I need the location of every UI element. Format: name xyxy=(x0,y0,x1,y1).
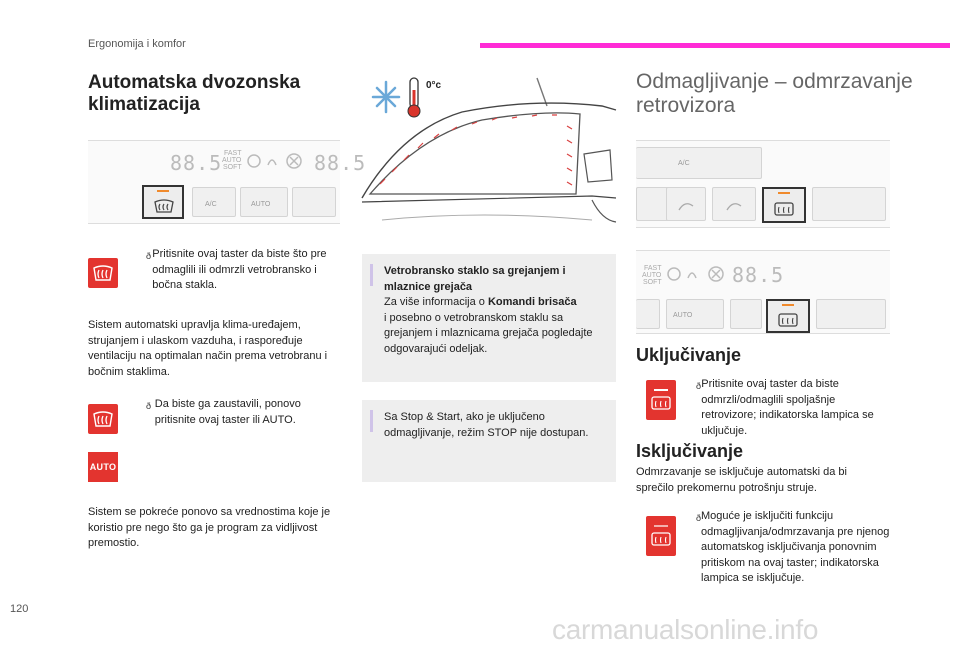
defrost-button-highlight xyxy=(142,185,184,219)
off-heading: Isključivanje xyxy=(636,441,744,461)
indicator-lamp-on xyxy=(654,389,668,391)
note-title: Vetrobransko staklo sa grejanjem i mlaznice grejača xyxy=(384,265,566,293)
right-title: Odmagljivanje – odmrzavanje retrovizora xyxy=(636,70,913,117)
defrost-icon-badge xyxy=(88,258,118,288)
air-flow-icon xyxy=(677,198,695,212)
note-heated-windscreen: Vetrobransko staklo sa grejanjem i mlaznice grejača Za više informacija o Komandi brisača i posebno o vetrobranskom staklu sa grejanjem i mlaznicama grejača pogledajte odgovarajući odeljak. xyxy=(362,254,616,382)
bullet-marker: ð xyxy=(696,513,702,523)
wiper-link-text: Komandi brisača xyxy=(487,296,577,308)
auto-icon-badge: AUTO xyxy=(88,452,118,482)
rear-defrost-icon xyxy=(650,395,672,411)
climate-panel-illustration: 88.5 FAST AUTO SOFT 88.5 A/C AUTO xyxy=(88,140,340,224)
left-paragraph-1: Sistem automatski upravlja klima-uređajem, strujanjem i ulaskom vazduha, i raspoređuje ventilaciju na optimalan način prema vetrobranu i bočnim staklima. xyxy=(88,319,328,378)
mirror-panel-illustration-1: A/C xyxy=(636,140,890,228)
page-number: 120 xyxy=(10,603,29,615)
defrost-icon-badge-2 xyxy=(88,404,118,434)
fan-icon xyxy=(666,263,730,285)
indicator-lamp-off xyxy=(654,525,668,527)
bullet-mirror-on: ð Pritisnite ovaj taster da biste odmrzli/odmaglili spoljašnje retrovizore; indikatorska lampica se uključuje. xyxy=(696,377,890,439)
note-text: i posebno o vetrobranskom staklu sa grejanjem i mlaznicama grejača pogledajte odgovarajući odeljak. xyxy=(384,311,593,355)
note-stop-start xyxy=(362,400,616,482)
on-heading: Uključivanje xyxy=(636,345,742,365)
section-label: Ergonomija i komfor xyxy=(88,38,186,50)
note-stop-start-text: Sa Stop & Start, ako je uključeno odmagljivanje, režim STOP nije dostupan. xyxy=(384,411,589,439)
header-accent-bar xyxy=(480,43,950,48)
panel-display: 88.5 xyxy=(732,263,785,287)
windscreen-illustration xyxy=(362,70,616,242)
mirror-panel-illustration-2: FAST AUTO SOFT 88.5 AUTO xyxy=(636,250,890,334)
air-flow-icon xyxy=(725,198,743,212)
bullet-mirror-off: ð Moguće je isključiti funkciju odmagljivanja/odmrzavanja pre njenog automatskog isključivanja ponovnim pritiskom na ovaj taster; indikatorska lampica se isključuje. xyxy=(696,509,890,587)
mirror-defrost-button-highlight xyxy=(762,187,806,223)
windscreen-defrost-icon xyxy=(92,410,114,428)
windscreen-defrost-icon xyxy=(92,264,114,282)
bullet-press-defrost: ð Pritisnite ovaj taster da biste što pre odmaglili ili odmrzli vetrobransko i bočna stakla. xyxy=(146,247,336,294)
fan-icon xyxy=(246,151,306,171)
rear-defrost-icon xyxy=(777,312,799,328)
heated-windscreen-diagram xyxy=(362,70,616,242)
left-title: Automatska dvozonska klimatizacija xyxy=(88,72,301,115)
bullet-marker: ð xyxy=(146,251,152,261)
rear-defrost-icon xyxy=(650,531,672,547)
windscreen-defrost-icon xyxy=(153,198,175,214)
bullet-marker: ð xyxy=(146,401,152,411)
watermark: carmanualsonline.info xyxy=(552,614,819,645)
temperature-label: 0°c xyxy=(426,80,442,91)
mirror-defrost-button-highlight-2 xyxy=(766,299,810,333)
mirror-defrost-icon-badge-on xyxy=(646,380,676,420)
mirror-defrost-icon-badge-off xyxy=(646,516,676,556)
left-paragraph-2: Sistem se pokreće ponovo sa vrednostima koje je koristio pre nego što ga je program za vidljivost premostio. xyxy=(88,506,331,549)
panel-display: 88.5 xyxy=(170,151,223,175)
bullet-marker: ð xyxy=(696,381,702,391)
rear-defrost-icon xyxy=(773,201,795,217)
bullet-stop: ð Da biste ga zaustavili, ponovo pritisnite ovaj taster ili AUTO. xyxy=(146,397,336,428)
off-paragraph: Odmrzavanje se isključuje automatski da bi sprečilo prekomernu potrošnju struje. xyxy=(636,466,847,494)
